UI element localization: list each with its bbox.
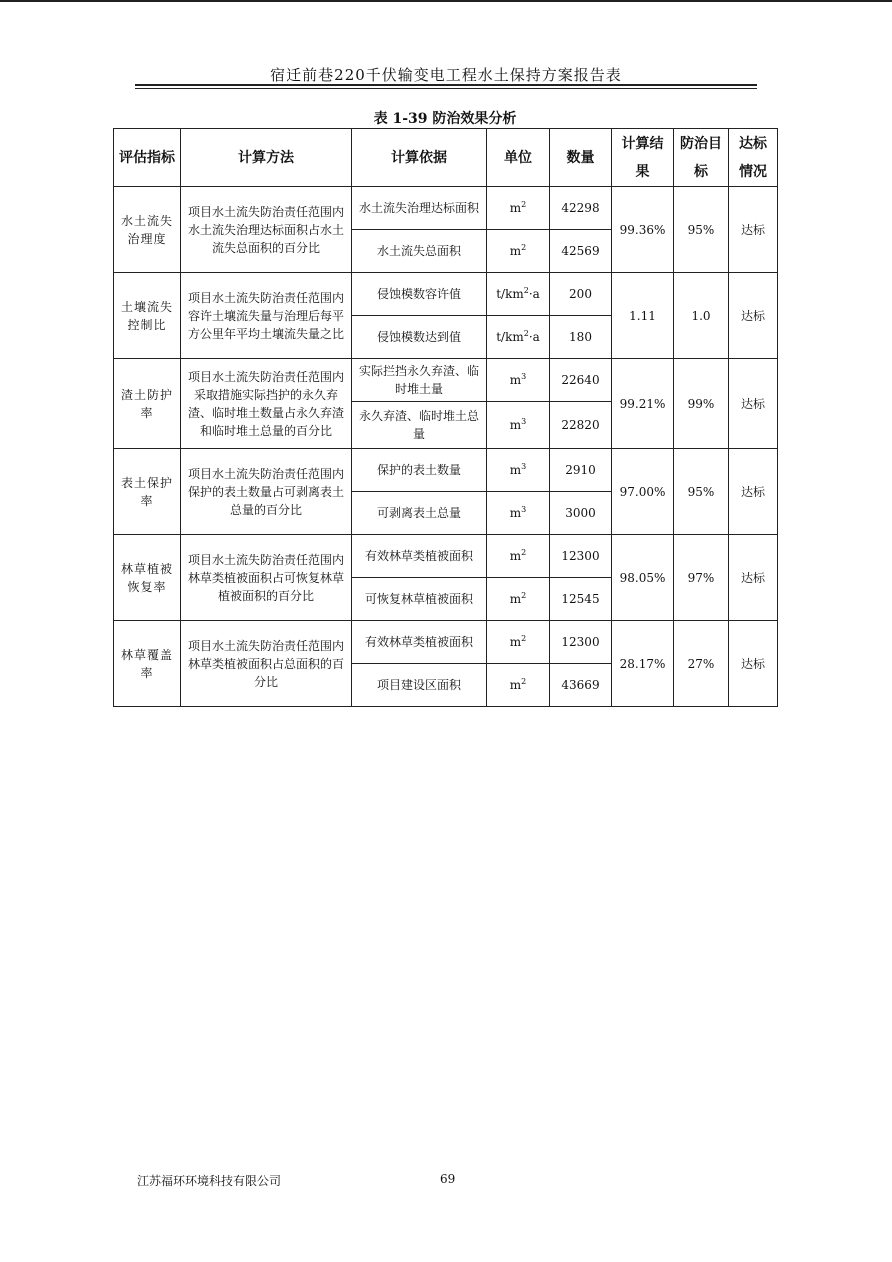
indicator-cell: 渣土防护率: [114, 359, 181, 449]
method-cell: 项目水土流失防治责任范围内采取措施实际挡护的永久弃渣、临时堆土数量占永久弃渣和临时堆土总量的百分比: [181, 359, 352, 449]
unit-cell: [487, 359, 550, 402]
quantity-cell: 200: [550, 273, 612, 316]
table-row: [114, 187, 778, 230]
table-header-row: [114, 129, 778, 187]
target-cell: 1.0: [674, 273, 729, 359]
quantity-cell: 42298: [550, 187, 612, 230]
status-cell: 达标: [729, 359, 778, 449]
result-cell: 99.36%: [612, 187, 674, 273]
unit-base: m: [509, 635, 522, 649]
quantity-cell: 42569: [550, 230, 612, 273]
unit-base: m: [509, 244, 522, 258]
basis-cell: 可剥离表土总量: [352, 492, 487, 535]
method-cell: 项目水土流失防治责任范围内林草类植被面积占可恢复林草植被面积的百分比: [181, 535, 352, 621]
indicator-cell: 表土保护率: [114, 449, 181, 535]
unit-superscript: 3: [521, 417, 527, 426]
indicator-cell: 林草覆盖率: [114, 621, 181, 707]
unit-cell: [487, 316, 550, 359]
result-cell: 98.05%: [612, 535, 674, 621]
quantity-cell: 2910: [550, 449, 612, 492]
header-rule-thin: [135, 88, 757, 89]
unit-cell: [487, 621, 550, 664]
basis-cell: 实际拦挡永久弃渣、临时堆土量: [352, 359, 487, 402]
unit-tail: ·a: [528, 330, 540, 344]
header-indicator: 评估指标: [114, 129, 181, 187]
unit-superscript: 2: [523, 329, 529, 338]
unit-superscript: 3: [521, 505, 527, 514]
unit-base: m: [509, 373, 522, 387]
indicator-cell: 水土流失治理度: [114, 187, 181, 273]
target-cell: 27%: [674, 621, 729, 707]
target-cell: 95%: [674, 449, 729, 535]
result-cell: 99.21%: [612, 359, 674, 449]
unit-base: m: [509, 592, 522, 606]
page-top-rule: [0, 0, 892, 2]
quantity-cell: 12300: [550, 621, 612, 664]
result-cell: 28.17%: [612, 621, 674, 707]
basis-cell: 侵蚀模数达到值: [352, 316, 487, 359]
quantity-cell: 22640: [550, 359, 612, 402]
method-cell: 项目水土流失防治责任范围内林草类植被面积占总面积的百分比: [181, 621, 352, 707]
unit-superscript: 3: [521, 372, 527, 381]
unit-superscript: 2: [521, 548, 527, 557]
unit-cell: [487, 492, 550, 535]
unit-superscript: 2: [521, 200, 527, 209]
basis-cell: 水土流失总面积: [352, 230, 487, 273]
header-method: 计算方法: [181, 129, 352, 187]
method-cell: 项目水土流失防治责任范围内水土流失治理达标面积占水土流失总面积的百分比: [181, 187, 352, 273]
status-cell: 达标: [729, 449, 778, 535]
header-basis: 计算依据: [352, 129, 487, 187]
unit-cell: [487, 230, 550, 273]
header-result: 计算结果: [612, 129, 674, 187]
unit-superscript: 2: [523, 286, 529, 295]
target-cell: 95%: [674, 187, 729, 273]
basis-cell: 水土流失治理达标面积: [352, 187, 487, 230]
table-row: [114, 535, 778, 578]
basis-cell: 可恢复林草植被面积: [352, 578, 487, 621]
method-cell: 项目水土流失防治责任范围内保护的表土数量占可剥离表土总量的百分比: [181, 449, 352, 535]
footer-company: 江苏福环环境科技有限公司: [137, 1174, 282, 1188]
status-cell: 达标: [729, 621, 778, 707]
target-cell: 99%: [674, 359, 729, 449]
unit-tail: ·a: [528, 287, 540, 301]
quantity-cell: 180: [550, 316, 612, 359]
quantity-cell: 3000: [550, 492, 612, 535]
unit-superscript: 2: [521, 591, 527, 600]
table-caption: 表 1-39 防治效果分析: [373, 111, 517, 127]
status-cell: 达标: [729, 273, 778, 359]
document-header-title: 宿迁前巷220千伏输变电工程水土保持方案报告表: [270, 66, 622, 84]
basis-cell: 有效林草类植被面积: [352, 535, 487, 578]
unit-base: m: [509, 549, 522, 563]
unit-base: m: [509, 506, 522, 520]
unit-base: m: [509, 678, 522, 692]
header-status: 达标情况: [729, 129, 778, 187]
unit-base: m: [509, 201, 522, 215]
basis-cell: 永久弃渣、临时堆土总量: [352, 402, 487, 449]
result-cell: 97.00%: [612, 449, 674, 535]
table-row: [114, 359, 778, 402]
unit-cell: [487, 187, 550, 230]
quantity-cell: 12545: [550, 578, 612, 621]
basis-cell: 项目建设区面积: [352, 664, 487, 707]
unit-superscript: 2: [521, 677, 527, 686]
unit-superscript: 2: [521, 634, 527, 643]
header-unit: 单位: [487, 129, 550, 187]
unit-superscript: 3: [521, 462, 527, 471]
footer-page-number: 69: [440, 1172, 456, 1186]
unit-cell: [487, 578, 550, 621]
unit-cell: [487, 449, 550, 492]
quantity-cell: 12300: [550, 535, 612, 578]
method-cell: 项目水土流失防治责任范围内容许土壤流失量与治理后每平方公里年平均土壤流失量之比: [181, 273, 352, 359]
unit-cell: [487, 535, 550, 578]
unit-cell: [487, 664, 550, 707]
unit-superscript: 2: [521, 243, 527, 252]
unit-base: t/km: [496, 330, 524, 344]
indicator-cell: 林草植被恢复率: [114, 535, 181, 621]
quantity-cell: 43669: [550, 664, 612, 707]
table-row: [114, 449, 778, 492]
status-cell: 达标: [729, 535, 778, 621]
status-cell: 达标: [729, 187, 778, 273]
target-cell: 97%: [674, 535, 729, 621]
result-cell: 1.11: [612, 273, 674, 359]
header-rule-thick: [135, 84, 757, 86]
unit-base: m: [509, 463, 522, 477]
basis-cell: 有效林草类植被面积: [352, 621, 487, 664]
effect-analysis-table: [113, 128, 778, 707]
unit-cell: [487, 402, 550, 449]
table-row: [114, 273, 778, 316]
table-body: [114, 187, 778, 707]
unit-base: t/km: [496, 287, 524, 301]
basis-cell: 侵蚀模数容许值: [352, 273, 487, 316]
unit-cell: [487, 273, 550, 316]
header-quantity: 数量: [550, 129, 612, 187]
header-target: 防治目标: [674, 129, 729, 187]
unit-base: m: [509, 418, 522, 432]
basis-cell: 保护的表土数量: [352, 449, 487, 492]
table-row: [114, 621, 778, 664]
quantity-cell: 22820: [550, 402, 612, 449]
indicator-cell: 土壤流失控制比: [114, 273, 181, 359]
